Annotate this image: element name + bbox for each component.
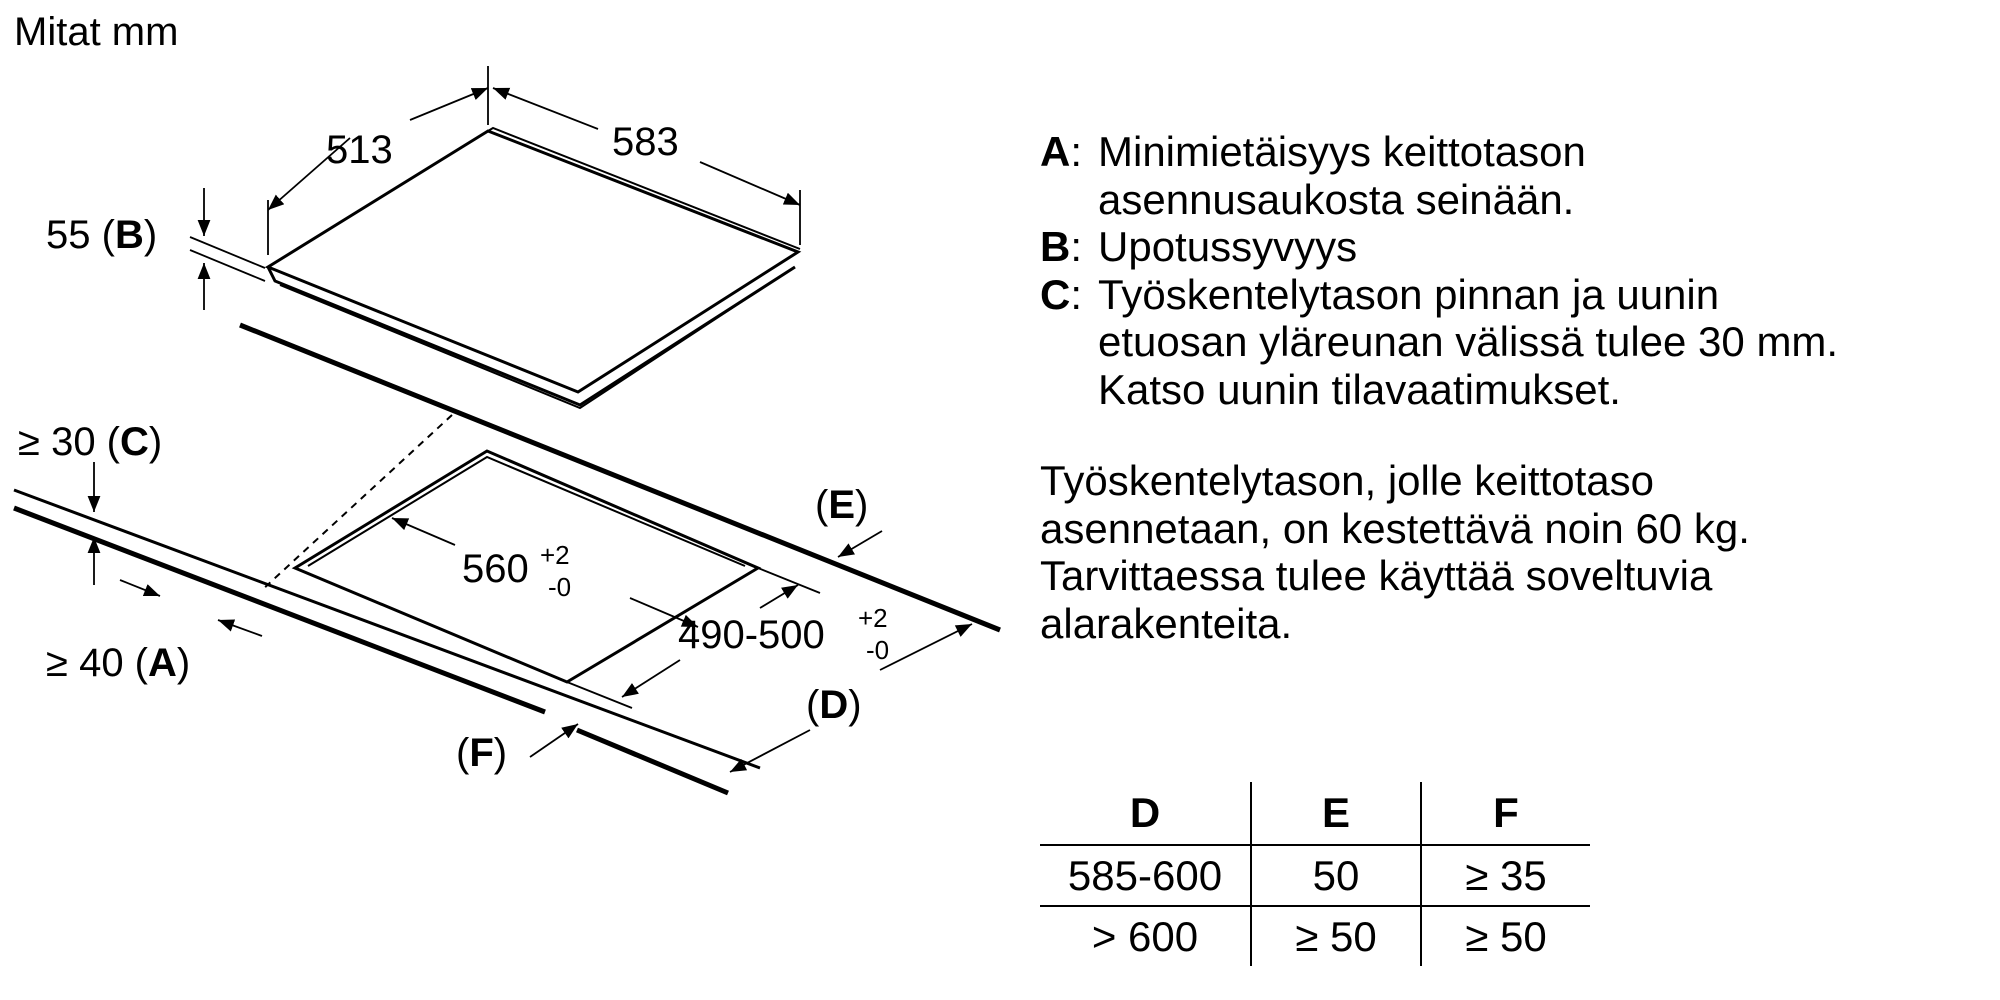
legend [1040,128,1838,413]
dimension-55-b [190,188,265,310]
table-header-d: D [1040,782,1251,845]
note-line: alarakenteita. [1040,599,1293,647]
table-cell: 585-600 [1040,845,1251,906]
legend-text-c-line1: Työskentelytason pinnan ja uunin [1098,270,1720,318]
legend-text-b-line1: Upotussyvyys [1098,223,1358,270]
hob-depth-label: 583 [612,120,679,164]
label-f: (F) [456,731,508,775]
legend-key-a: A [1040,128,1071,175]
depth-b-label: 55 (B) [46,213,158,257]
legend-text-c-line2: etuosan yläreunan välissä tulee 30 mm. [1098,318,1839,365]
dimension-table [1040,782,1590,966]
cutout-width-tol-minus: -0 [866,635,890,665]
note-line: Työskentelytason, jolle keittotaso [1040,457,1655,504]
hob-width-label: 513 [326,128,393,172]
weight-note [1040,457,1750,647]
cutout-width-label: 490-500 [678,613,825,657]
table-header-e: E [1251,782,1421,845]
table-cell: ≥ 35 [1421,845,1590,906]
legend-text-c-line3: Katso uunin tilavaatimukset. [1098,365,1621,413]
label-d: (D) [806,683,862,727]
legend-key-b: B [1040,223,1071,270]
table-row [1040,845,1590,906]
table-cell: ≥ 50 [1421,906,1590,966]
dimension-560 [392,518,698,627]
min-a-label: ≥ 40 (A) [46,641,191,685]
legend-item-a: A: Minimietäisyys keittotason [1040,128,1586,175]
label-e: (E) [815,483,869,527]
min-c-label: ≥ 30 (C) [18,420,163,464]
cutout-width-tol-plus: +2 [858,603,888,633]
table-cell: > 600 [1091,912,1199,960]
table-cell: ≥ 50 [1251,906,1421,966]
table-cell: 50 [1251,845,1421,906]
cutout-depth-tol-minus: -0 [548,572,572,602]
table-header-f: F [1421,782,1590,845]
legend-key-c: C [1040,270,1071,318]
note-line: Tarvittaessa tulee käyttää soveltuvia [1040,552,1713,599]
dimension-40-a [120,580,262,636]
table-row [1040,906,1590,966]
legend-item-b: B: Upotussyvyys [1040,223,1358,270]
legend-text-a-line2: asennusaukosta seinään. [1098,175,1575,223]
legend-text-a-line1: Minimietäisyys keittotason [1098,128,1586,175]
note-line: asennetaan, on kestettävä noin 60 kg. [1040,504,1750,552]
dimension-f [530,724,578,757]
table-header-row [1040,782,1590,845]
cutout-depth-tol-plus: +2 [540,540,570,570]
cutout-depth-label: 560 [462,547,529,591]
dimensions-title: Mitat mm [14,10,179,54]
legend-item-c: C: Työskentelytason pinnan ja uunin [1040,270,1720,318]
dimension-e [838,531,882,557]
